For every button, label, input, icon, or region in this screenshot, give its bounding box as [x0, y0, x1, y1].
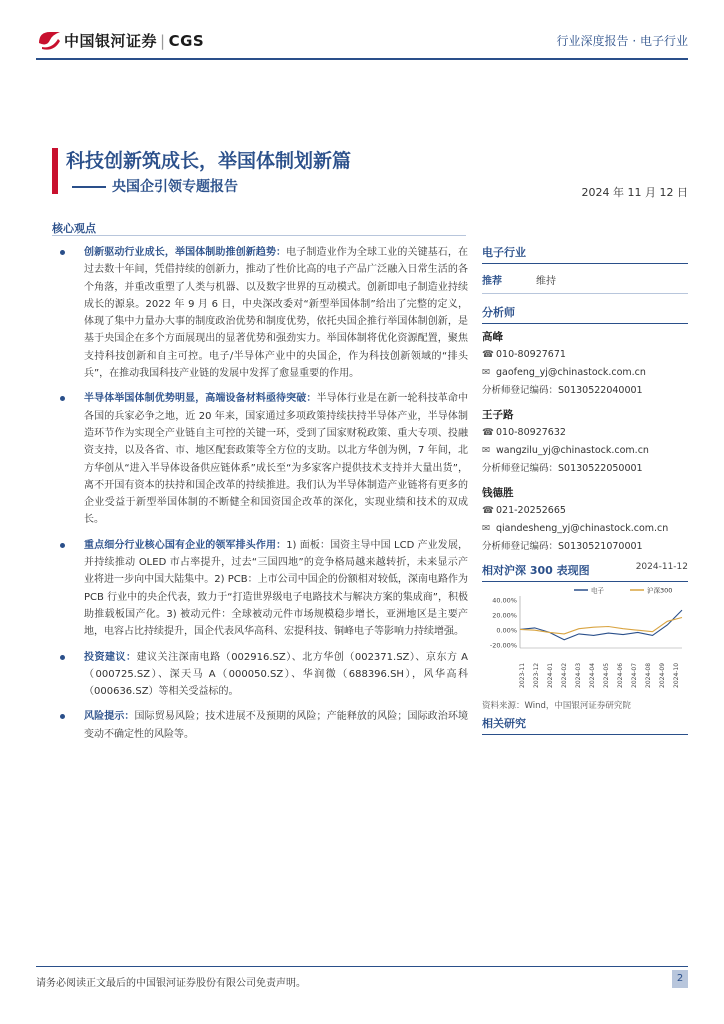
analyst-email[interactable]: qiandesheng_yj@chinastock.com.cn — [496, 523, 669, 534]
x-tick-label: 2024-04 — [589, 662, 596, 688]
bullet-dot-icon — [60, 250, 65, 255]
core-view-list — [60, 244, 468, 751]
bullet-semiconductor — [60, 390, 468, 528]
bullet-body: 建议关注深南电路（002916.SZ）、北方华创（002371.SZ）、京东方 A（000725.SZ）、深天马 A（000050.SZ）、华润微（688396.SH），风华高科（000636.SZ）等相关受益标的。 — [84, 651, 469, 698]
header-divider — [36, 58, 688, 60]
x-tick-label: 2024-01 — [547, 662, 554, 688]
chart-source: 资料来源：Wind，中国银河证券研究院 — [482, 701, 631, 711]
bullet-body: 半导体行业是在新一轮科技革命中各国的兵家必争之地，近 20 年来，国家通过多项政策持续扶持半导体产业，半导体制造环节作为实现全产业链自主可控的关键一环，受到了国家财税政策、重大专项、投融资支持，以及各省、市、地区配套政策等全方位的支助。以北方华创为例，7 年间，北方华创从“进入半导体设备供应链体系”成长至“为多家客户提供技术支持并大量出货”，离不开国有资本的扶持和国企改革的持续推进。我们认为半导体制造产业链将有更多的企业受益于新型举国体制的不断健全和国资国企改革的深化，实现业绩和技术的双成长。 — [84, 393, 469, 526]
footer-disclaimer[interactable]: 请务必阅读正文最后的中国银河证券股份有限公司免责声明。 — [36, 978, 306, 989]
performance-chart — [482, 582, 688, 694]
series-line — [520, 610, 682, 640]
bullet-innovation — [60, 244, 468, 382]
rating-value: 维持 — [536, 276, 556, 287]
bullet-soe-leaders — [60, 537, 468, 641]
brand-cn: 中国银河证券 — [64, 32, 158, 50]
analyst-card — [482, 328, 688, 400]
analyst-name: 钱德胜 — [482, 487, 514, 499]
chart-header — [482, 562, 688, 582]
industry-tag: 电子行业 — [482, 244, 688, 264]
x-tick-label: 2024-08 — [645, 662, 652, 688]
report-date: 2024 年 11 月 12 日 — [581, 186, 688, 199]
report-type: 行业深度报告 · 电子行业 — [556, 34, 688, 48]
x-tick-label: 2023-11 — [519, 662, 526, 688]
y-tick-label: 0.00% — [496, 626, 517, 635]
cgs-logo-icon — [36, 29, 62, 51]
analyst-email[interactable]: gaofeng_yj@chinastock.com.cn — [496, 367, 646, 378]
bullet-investment — [60, 649, 468, 701]
analyst-card — [482, 484, 688, 556]
bullet-dot-icon — [60, 396, 65, 401]
bullet-dot-icon — [60, 543, 65, 548]
core-view-heading: 核心观点 — [52, 222, 96, 235]
page-number: 2 — [672, 970, 688, 988]
subtitle-text: 央国企引领专题报告 — [112, 179, 238, 195]
x-tick-label: 2024-07 — [631, 662, 638, 688]
analyst-cert: 分析师登记编码：S0130521070001 — [482, 541, 643, 552]
brand-name: 中国银河证券 | CGS — [64, 32, 205, 50]
y-tick-label: -20.00% — [489, 641, 517, 650]
footer-divider — [36, 966, 688, 967]
bullet-head: 创新驱动行业成长，举国体制助推创新趋势： — [84, 247, 287, 258]
report-title: 科技创新筑成长，举国体制划新篇 — [66, 150, 352, 172]
report-subtitle — [72, 176, 238, 196]
analyst-cert: 分析师登记编码：S0130522040001 — [482, 385, 643, 396]
analyst-name: 高峰 — [482, 331, 503, 343]
bullet-dot-icon — [60, 714, 65, 719]
email-icon: ✉ — [482, 445, 490, 456]
analyst-cert: 分析师登记编码：S0130522050001 — [482, 463, 643, 474]
analyst-name: 王子路 — [482, 409, 514, 421]
bullet-body: 电子制造业作为全球工业的关键基石，在过去数十年间，凭借持续的创新力，推动了性价比高的电子产品广泛融入日常生活的各个角落，并重改重塑了人类与机器、以及数字世界的互动模式。创新即电子制造业持续成长的源泉。2022 年 9 月 6 日，中央深改委对“新型举国体制”给出了完整的定义，体现了集中力量办大事的制度政治优势和制度优势，依托央国企推行举国体制创新，是基于央国企在多个方面展现出的显著优势和强劲实力。举国体制将优化资源配置，聚焦支持科技创新和自主可控。电子/半导体产业中的央国企，作为科技创新领域的“排头兵”，在推动我国科技产业链的发展中发挥了愈显重要的作用。 — [84, 247, 469, 380]
legend-label: 电子 — [591, 586, 604, 595]
bullet-body: 1) 面板：国资主导中国 LCD 产业发展，并持续推动 OLED 市占率提升，过去“三国四地”的竞争格局越来越转折，未来显示产业将进一步向中国大陆集中。2) PCB：上市公司中国企的份额相对较低，深南电路作为 PCB 行业中的央企代表，致力于“打造世界级电子电路技术与解决方案的集成商”，积极助推载板国产化。3) 被动元件：全球被动元件市场规模稳步增长，亚洲地区是主要产地，电容占比持续提升，国企代表风华高科、宏提科技、铜峰电子等影响力持续增强。 — [84, 539, 468, 638]
y-tick-label: 20.00% — [492, 611, 517, 620]
analyst-card — [482, 406, 688, 478]
analyst-phone: 010-80927632 — [496, 427, 566, 438]
x-tick-label: 2024-05 — [603, 662, 610, 688]
x-tick-label: 2024-09 — [659, 662, 666, 688]
title-accent-bar — [52, 148, 58, 194]
x-tick-label: 2024-10 — [673, 662, 680, 688]
chart-date: 2024-11-12 — [635, 562, 688, 572]
bullet-body: 国际贸易风险；技术进展不及预期的风险；产能释放的风险；国际政治环境变动不确定性的风险等。 — [84, 711, 469, 740]
analyst-heading: 分析师 — [482, 304, 688, 324]
bullet-dot-icon — [60, 655, 65, 660]
email-icon: ✉ — [482, 523, 490, 534]
bullet-risk — [60, 708, 468, 743]
chart-title: 相对沪深 300 表现图 — [482, 564, 590, 577]
x-tick-label: 2024-06 — [617, 662, 624, 688]
legend-label: 沪深300 — [647, 586, 673, 595]
x-tick-label: 2023-12 — [533, 662, 540, 688]
x-tick-label: 2024-03 — [575, 662, 582, 688]
bullet-head: 投资建议： — [84, 651, 137, 663]
sidebar — [482, 244, 688, 735]
phone-icon: ☎ — [482, 505, 494, 516]
phone-icon: ☎ — [482, 349, 494, 360]
core-view-divider — [52, 235, 466, 236]
email-icon: ✉ — [482, 367, 490, 378]
rating-row — [482, 270, 688, 294]
bullet-head: 风险提示： — [84, 711, 135, 723]
related-research[interactable]: 相关研究 — [482, 715, 688, 735]
phone-icon: ☎ — [482, 427, 494, 438]
analyst-email[interactable]: wangzilu_yj@chinastock.com.cn — [496, 445, 649, 456]
analyst-phone: 010-80927671 — [496, 349, 566, 360]
bullet-head: 半导体举国体制优势明显，高端设备材料亟待突破： — [84, 393, 317, 405]
bullet-head: 重点细分行业核心国有企业的领军排头作用： — [84, 539, 287, 551]
rating-label: 推荐 — [482, 276, 502, 287]
y-tick-label: 40.00% — [492, 596, 517, 605]
x-tick-label: 2024-02 — [561, 662, 568, 688]
brand-en: CGS — [168, 32, 205, 50]
analyst-phone: 021-20252665 — [496, 505, 566, 516]
